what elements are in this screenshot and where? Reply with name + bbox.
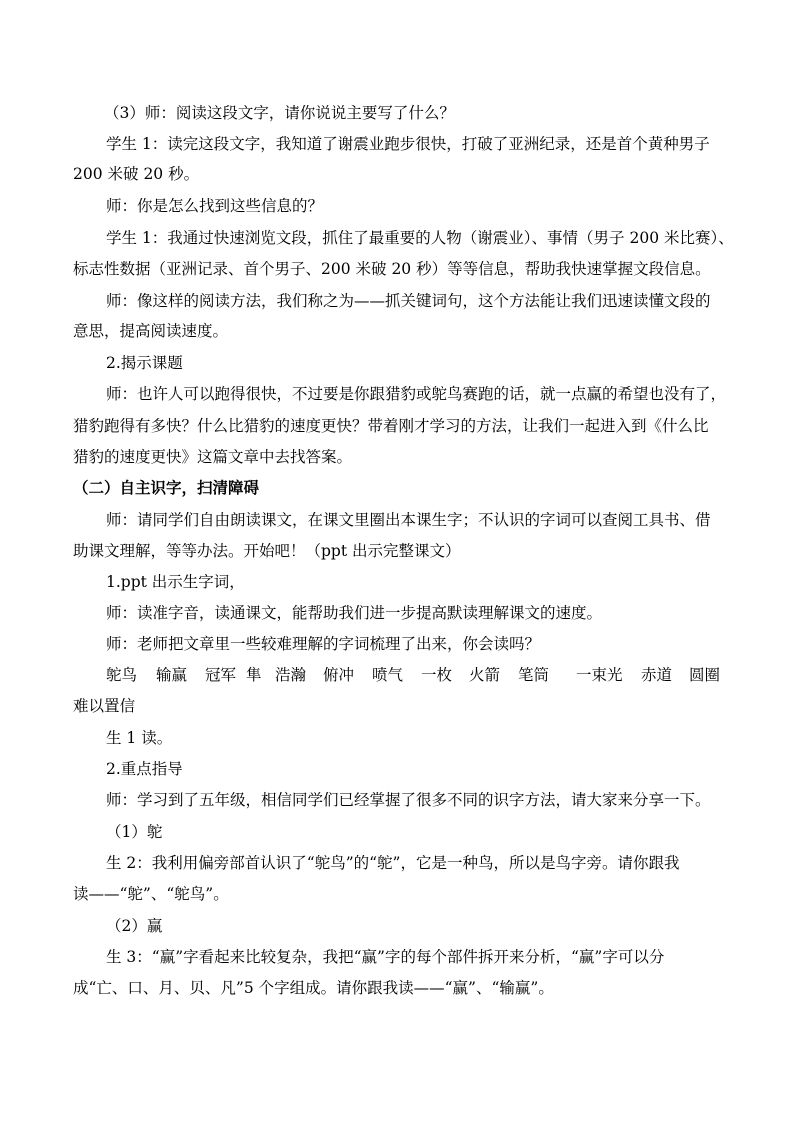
paragraph-line: 200 米破 20 秒。 [73, 165, 200, 183]
section-subheading: （1）鸵 [106, 823, 163, 841]
paragraph-line: 生 3：“赢”字看起来比较复杂，我把“赢”字的每个部件拆开来分析，“赢”字可以分 [106, 948, 665, 966]
paragraph-line: 师：读准字音，读通课文，能帮助我们进一步提高默读理解课文的速度。 [106, 604, 603, 622]
section-heading: （二）自主识字，扫清障碍 [73, 478, 260, 497]
paragraph-line: 猎豹的速度更快》这篇文章中去找答案。 [73, 448, 353, 466]
paragraph-line: 猎豹跑得有多快？什么比猎豹的速度更快？带着刚才学习的方法，让我们一起进入到《什么比 [73, 417, 709, 435]
paragraph-line: 师：你是怎么找到这些信息的？ [106, 197, 324, 215]
paragraph-line: 意思，提高阅读速度。 [73, 322, 229, 340]
vocab-word: 输赢 [156, 666, 188, 684]
section-subheading: （2）赢 [106, 917, 163, 935]
paragraph-line: 师：学习到了五年级，相信同学们已经掌握了很多不同的识字方法，请大家来分享一下。 [106, 791, 711, 809]
paragraph-line: 师：请同学们自由朗读课文，在课文里圈出本课生字；不认识的字词可以查阅工具书、借 [106, 511, 711, 529]
paragraph-line: 1.ppt 出示生字词， [106, 573, 245, 591]
vocab-word: 一束光 [576, 666, 623, 684]
paragraph-line: 标志性数据（亚洲记录、首个男子、200 米破 20 秒）等等信息，帮助我快速掌握文段信息。 [73, 260, 711, 278]
vocab-word: 冠军 [205, 666, 237, 684]
paragraph-line: （3）师：阅读这段文字，请你说说主要写了什么？ [104, 104, 455, 122]
vocab-word: 浩瀚 [275, 666, 307, 684]
vocab-word: 俯冲 [323, 666, 355, 684]
paragraph-line: 学生 1：读完这段文字，我知道了谢震业跑步很快，打破了亚洲纪录，还是首个黄种男子 [106, 135, 710, 153]
paragraph-line: 师：像这样的阅读方法，我们称之为——抓关键词句，这个方法能让我们迅速读懂文段的 [106, 292, 711, 310]
vocab-word: 鸵鸟 [106, 666, 138, 684]
vocab-word: 圆圈 [689, 666, 721, 684]
paragraph-line: 生 2：我利用偏旁部首认识了“鸵鸟”的“鸵”，它是一种鸟，所以是鸟字旁。请你跟我 [106, 854, 680, 872]
vocab-word-wrapped: 难以置信 [73, 697, 136, 715]
vocab-word: 一枚 [421, 666, 453, 684]
paragraph-line: 师：老师把文章里一些较难理解的字词梳理了出来，你会读吗？ [106, 635, 541, 653]
paragraph-line: 成“亡、口、月、贝、凡”5 个字组成。请你跟我读——“赢”、“输赢”。 [73, 979, 554, 997]
paragraph-line: 助课文理解，等等办法。开始吧！（ppt 出示完整课文） [73, 542, 461, 560]
vocab-word: 隼 [246, 666, 262, 684]
section-subheading: 2.重点指导 [106, 760, 183, 778]
paragraph-line: 读——“鸵”、“鸵鸟”。 [73, 885, 229, 903]
vocab-word: 火箭 [469, 666, 501, 684]
paragraph-line: 学生 1：我通过快速浏览文段，抓住了最重要的人物（谢震业）、事情（男子 200 米比赛）、 [106, 229, 734, 247]
paragraph-line: 生 1 读。 [106, 729, 173, 747]
vocab-word: 喷气 [372, 666, 404, 684]
section-subheading: 2.揭示课题 [106, 354, 183, 372]
vocab-word: 笔筒 [518, 666, 550, 684]
paragraph-line: 师：也许人可以跑得很快，不过要是你跟猎豹或鸵鸟赛跑的话，就一点赢的希望也没有了， [106, 385, 727, 403]
vocab-word: 赤道 [641, 666, 673, 684]
